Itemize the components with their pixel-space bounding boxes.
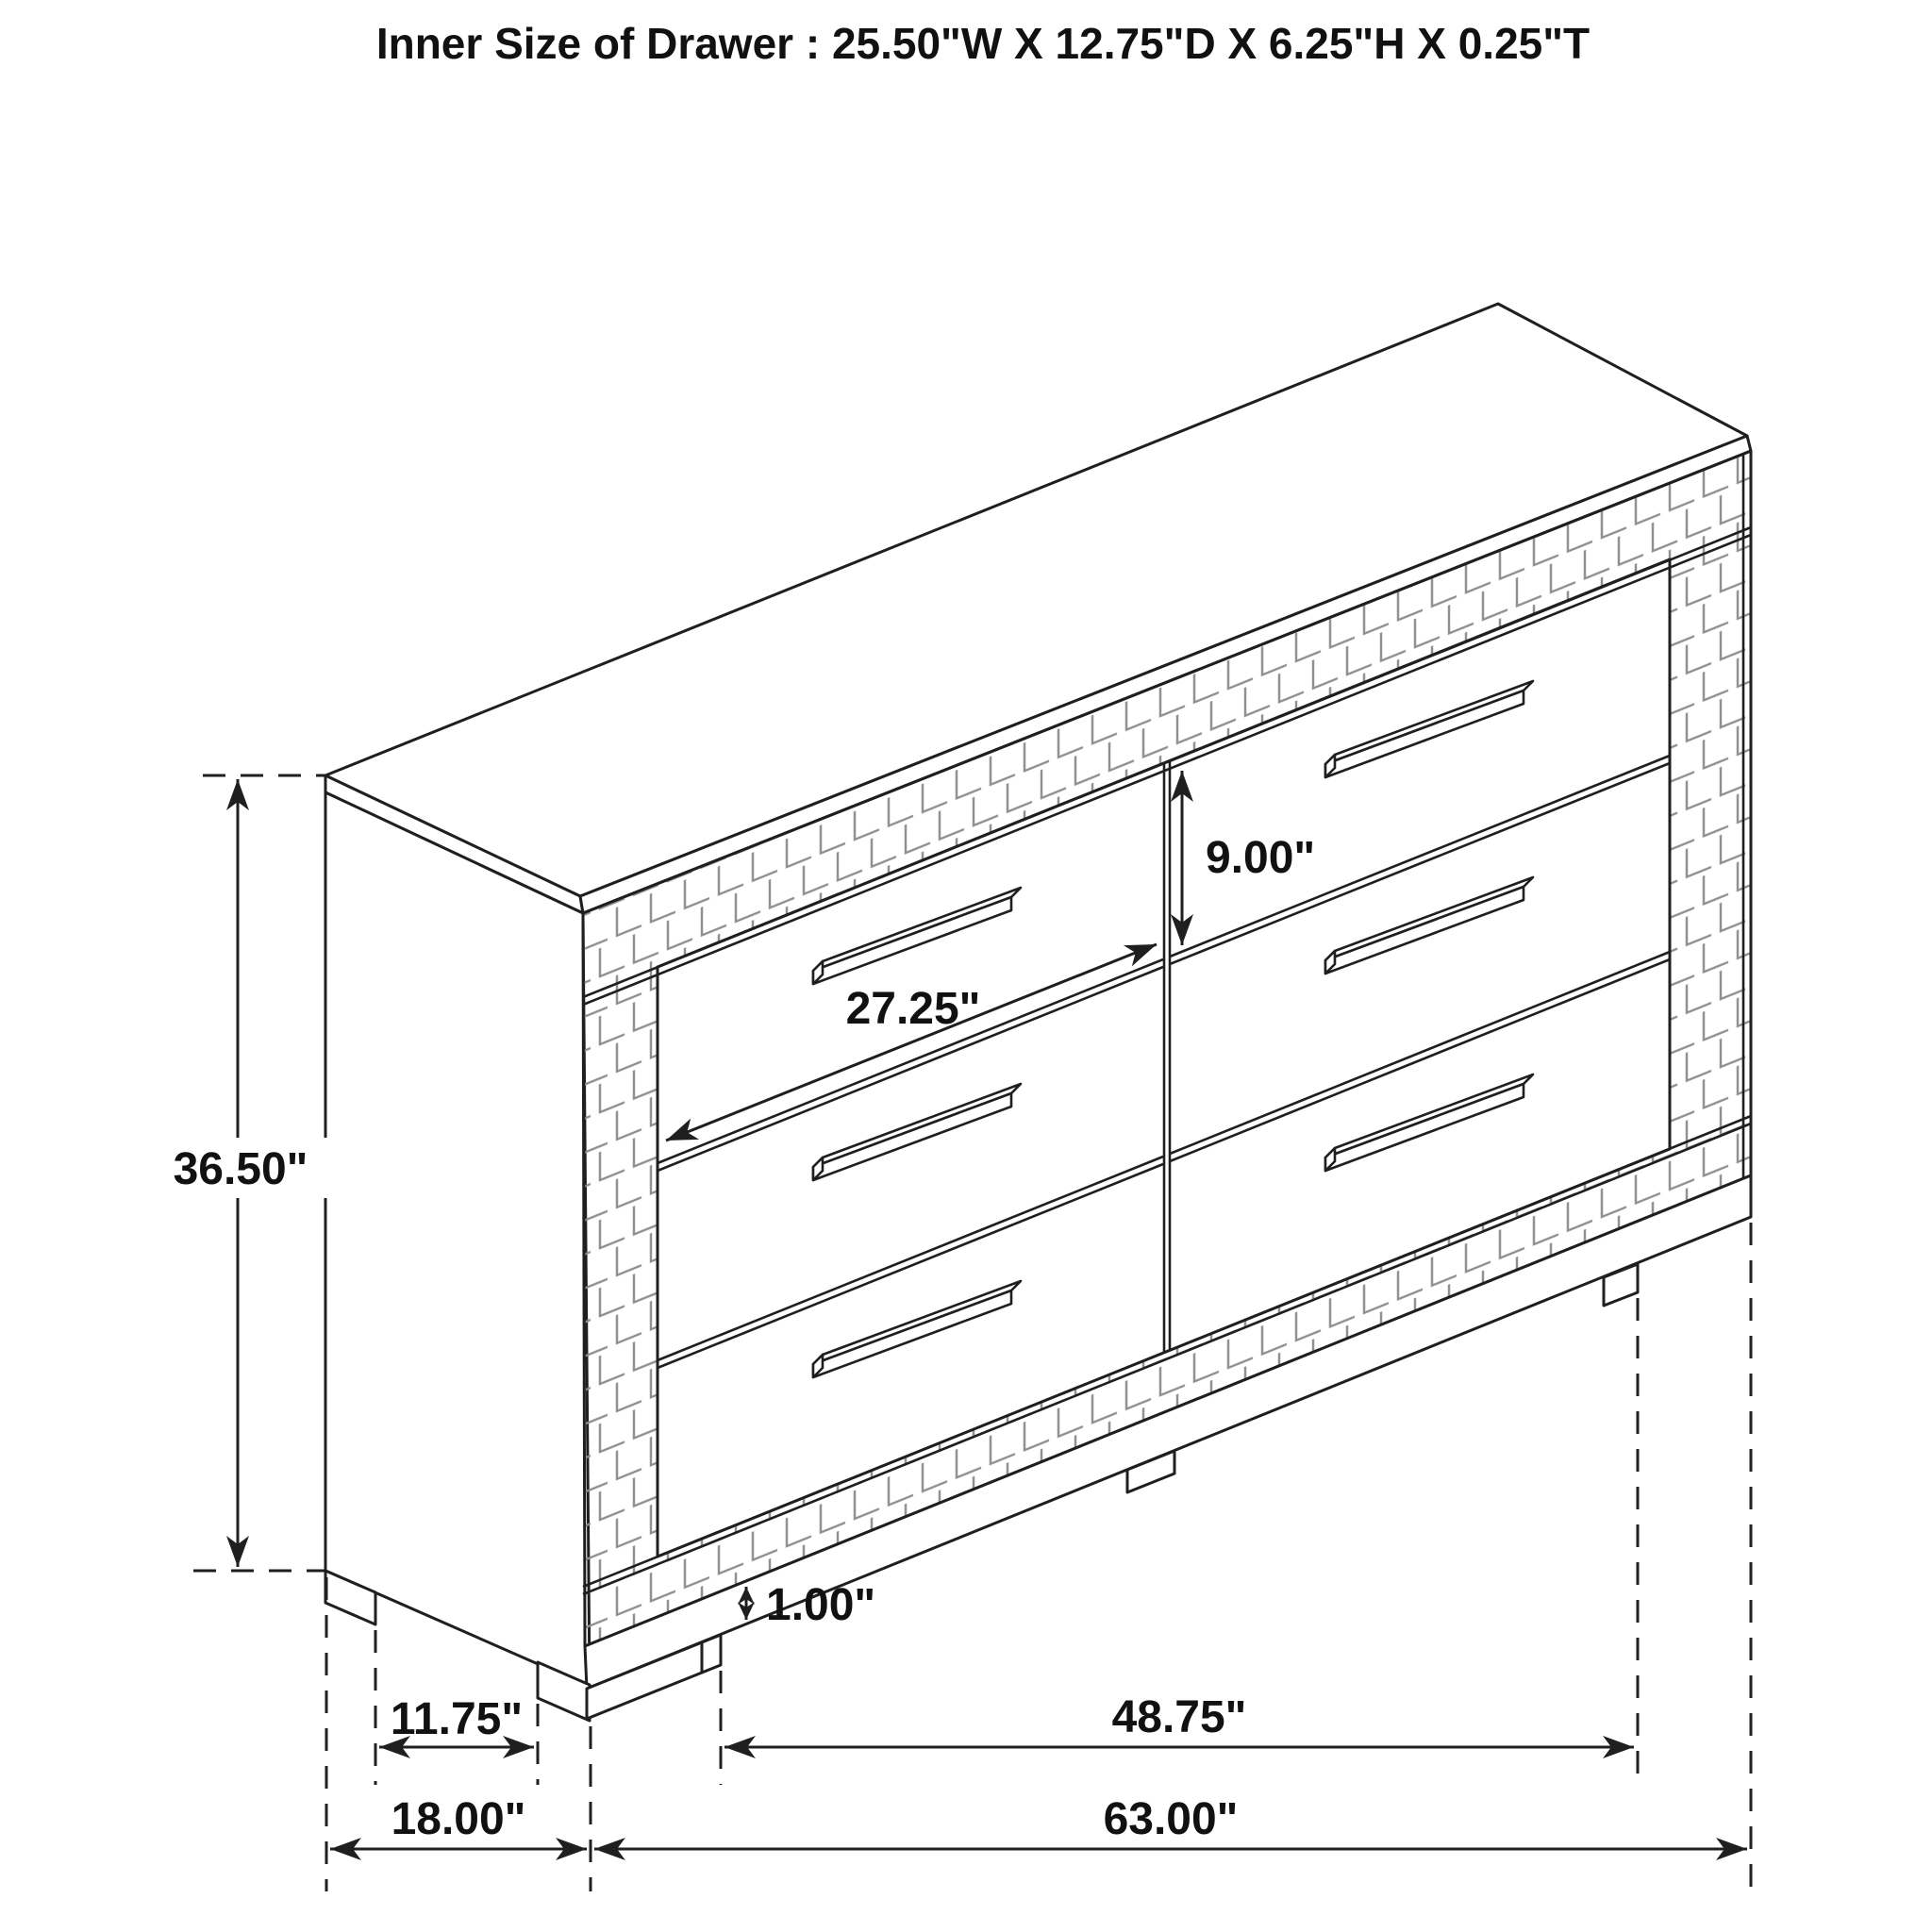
dimension-side-depth: [330, 1794, 587, 1849]
overall-height-label: 36.50": [173, 1144, 308, 1194]
dimension-base-height: [746, 1580, 875, 1630]
dimension-front-foot-span: [724, 1692, 1634, 1747]
drawer-width-label: 27.25": [845, 984, 981, 1034]
overall-width-label: 63.00": [1103, 1794, 1239, 1844]
side-panel: [325, 792, 590, 1687]
drawer-height-label: 9.00": [1206, 833, 1316, 883]
dimension-overall-width: [594, 1794, 1747, 1849]
dimension-side-foot-gap: [379, 1694, 534, 1747]
dresser-cabinet: [325, 304, 1751, 1721]
base-height-label: 1.00": [766, 1580, 876, 1630]
front-foot-span-label: 48.75": [1111, 1692, 1247, 1742]
diagram-title: Inner Size of Drawer : 25.50"W X 12.75"D X 6.25"H X 0.25"T: [375, 19, 1591, 68]
side-foot-gap-label: 11.75": [390, 1694, 524, 1744]
side-depth-label: 18.00": [391, 1794, 526, 1844]
dimension-overall-height: [151, 779, 330, 1567]
